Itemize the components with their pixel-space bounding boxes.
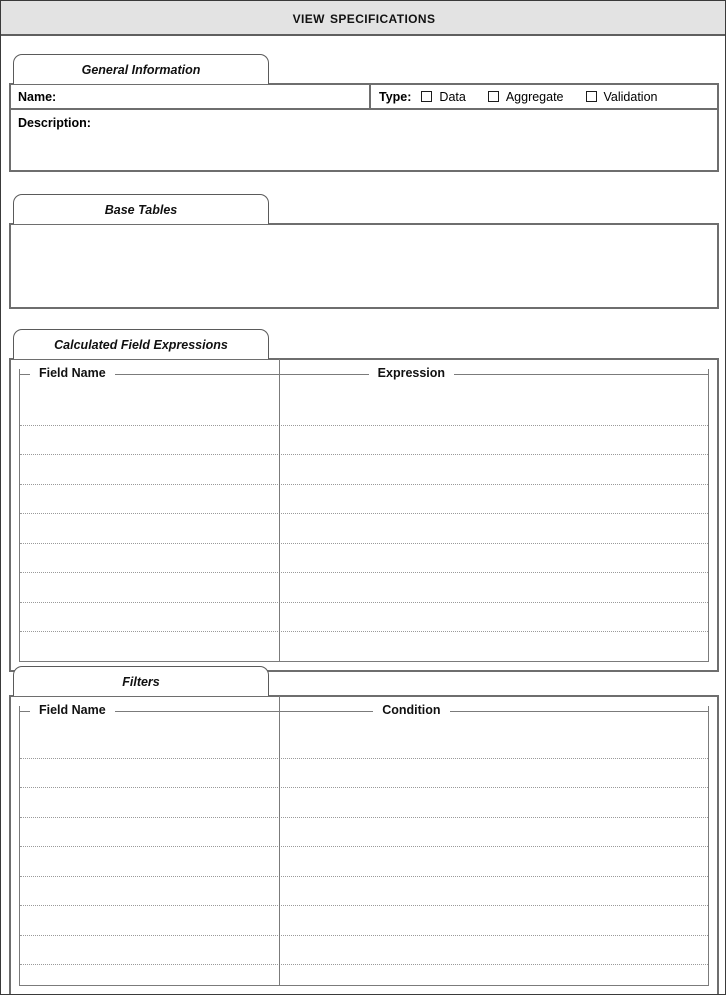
table-row-separator xyxy=(20,935,708,936)
rule-segment xyxy=(454,374,708,375)
column-header-expression: Expression xyxy=(369,367,454,379)
table-row-separator xyxy=(20,513,708,514)
rule-segment xyxy=(450,711,709,712)
section-tab-base-tables xyxy=(13,194,269,224)
column-divider xyxy=(279,359,280,661)
table-row-separator xyxy=(20,787,708,788)
type-label: Type: xyxy=(379,89,412,104)
column-header-condition: Condition xyxy=(373,704,449,716)
type-option-label: Data xyxy=(439,89,466,104)
calculated-fields-header-row xyxy=(20,366,708,380)
rule-segment xyxy=(20,374,30,375)
section-tab-label: Filters xyxy=(122,674,160,689)
type-checkbox-group xyxy=(421,90,657,104)
description-label: Description: xyxy=(18,116,91,130)
type-option-label: Aggregate xyxy=(505,89,564,104)
table-row-separator xyxy=(20,846,708,847)
rule-segment xyxy=(20,711,30,712)
section-body-calculated-field-expressions xyxy=(9,358,719,672)
table-row-separator xyxy=(20,572,708,573)
table-row-separator xyxy=(20,454,708,455)
name-field-cell[interactable] xyxy=(11,85,371,108)
section-tab-label: Base Tables xyxy=(104,202,178,217)
name-label: Name: xyxy=(18,89,57,104)
table-row-separator xyxy=(20,425,708,426)
section-tab-label: General Information xyxy=(81,62,201,77)
rule-segment xyxy=(115,374,369,375)
checkbox-icon[interactable] xyxy=(586,91,597,102)
section-body-general-information xyxy=(9,83,719,172)
type-option-label: Validation xyxy=(603,89,658,104)
form-title-bar xyxy=(1,1,726,36)
checkbox-icon[interactable] xyxy=(488,91,499,102)
filters-header-row xyxy=(20,703,708,717)
column-header-field-name: Field Name xyxy=(30,704,115,716)
rule-segment xyxy=(115,711,374,712)
general-name-row xyxy=(11,85,717,110)
section-tab-filters xyxy=(13,666,269,696)
page-title: view specifications xyxy=(292,7,436,27)
table-row-separator xyxy=(20,817,708,818)
section-tab-label: Calculated Field Expressions xyxy=(54,337,228,352)
table-row-separator xyxy=(20,543,708,544)
type-field-cell xyxy=(371,85,717,108)
calculated-fields-fieldset xyxy=(19,366,709,662)
type-option-aggregate[interactable] xyxy=(488,90,564,104)
table-row-separator xyxy=(20,876,708,877)
table-row-separator xyxy=(20,631,708,632)
description-field-cell[interactable] xyxy=(11,110,717,170)
section-tab-calculated-field-expressions xyxy=(13,329,269,359)
table-row-separator xyxy=(20,905,708,906)
filters-rows[interactable] xyxy=(20,716,708,985)
calculated-fields-table xyxy=(11,360,717,670)
section-tab-general-information xyxy=(13,54,269,84)
section-body-filters xyxy=(9,695,719,995)
column-header-field-name: Field Name xyxy=(30,367,115,379)
checkbox-icon[interactable] xyxy=(421,91,432,102)
table-row-separator xyxy=(20,484,708,485)
type-option-data[interactable] xyxy=(421,90,465,104)
column-divider xyxy=(279,696,280,985)
table-row-separator xyxy=(20,758,708,759)
base-tables-input-area[interactable] xyxy=(9,223,719,309)
table-row-separator xyxy=(20,602,708,603)
type-option-validation[interactable] xyxy=(586,90,658,104)
table-row-separator xyxy=(20,964,708,965)
calculated-fields-rows[interactable] xyxy=(20,379,708,661)
filters-fieldset xyxy=(19,703,709,986)
filters-table xyxy=(11,697,717,994)
